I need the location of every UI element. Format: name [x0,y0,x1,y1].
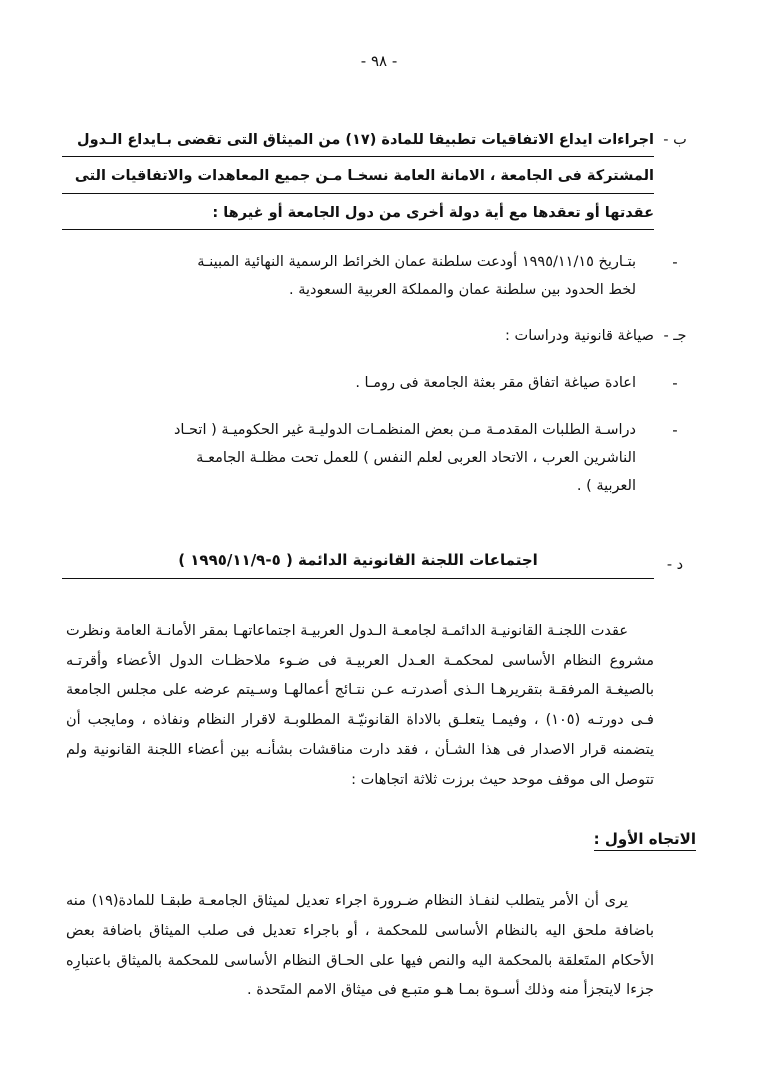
clause-c-marker: جـ - [663,328,687,345]
clause-c-dash-1-marker: - [672,373,678,392]
clause-c-dash-item-2 [62,416,696,501]
clause-c-body [62,322,654,350]
section-first-paragraph-text: يرى أن الأمر يتطلب لنفـاذ النظام ضـرورة اجراء تعديل لميثاق الجامعـة طبقـا للمادة(١٩) منه باضافة ملحق اليه بالنظام الأساسى للمحكمة ، أو باجراء تعديل فى صلب الميثاق باضافة بعض الأحكام المتَعلقة بالمحكمة اليه والنص فيها على الحـاق النظام الأساسى للمحكمة بالميثاق باعتبارِه جزءا لايتجزأ منه وذلك أسـوة بمـا هـو متبـع فى ميثاق الامم المتَحدة . [66,893,654,999]
clause-b-dash-line-1: بتـاريخ ١٩٩٥/١١/١٥ أودعت سلطنة عمان الخرائط الرسمية النهائية المبينـة [197,253,636,270]
section-d-paragraph-text: عقدت اللجنـة القانونيـة الدائمـة لجامعـة الـدول العربيـة اجتماعاتهـا بمقر الأمانـة العامة ونظرت مشروع النظام الأساسى لمحكمـة العـدل العربيـة فى ضـوء ملاحظـات الدول الأعضاء وأقرتـه بالصيغـة المرفقـة بتقريرهـا الـذى أصدرتـه عـن نتـائج أعمالهـا وسـيتم عرضه على مجلس الجامعة فـى دورتـه (١٠٥) ، وفيمـا يتعلـق بالاداة القانونيّـة المطلوبـة لاقرار النظام ونفاذه ، ومايجب أن يتضمنه قرار الاصدار فى هذا الشـأن ، فقد دارت مناقشات بشأنـه بين أعضاء اللجنة القانونية ولم تتوصل الى موقف موحد حيث برزت ثلاثة اتجاهات : [66,622,654,788]
clause-c-dash-2-body [62,416,654,501]
clause-b-dash-line-2: لخط الحدود بين سلطنة عمان والمملكة العربية السعودية . [288,282,636,299]
section-d-heading: اجتماعات اللجنة القانونية الدائمة ( ٥-١٩٩٥/١١/٩ ) [62,551,654,579]
page-number: - ٩٨ - [360,52,398,70]
section-d-paragraph [62,617,696,795]
clause-c-dash-2-line-2: الناشرين العرب ، الاتحاد العربى لعلم النفس ) للعمل تحت مظلـة الجامعـة [196,450,636,467]
clause-c-line-1: صياغة قانونية ودراسات : [505,328,654,345]
clause-c [62,322,696,350]
clause-c-dash-2-line-1: دراسـة الطلبات المقدمـة مـن بعض المنظمـات الدوليـة غير الحكوميـة ( اتحـاد [173,421,636,438]
clause-b-dash-marker: - [672,252,678,271]
clause-c-dash-item-1 [62,369,696,398]
clause-b-dash-item [62,248,696,305]
clause-b-line-1: اجراءات ايداع الاتفاقيات تطبيقا للمادة (١٧) من الميثاق التى تقضى بـايداع الـدول [62,126,654,157]
clause-c-dash-2-line-3: العربية ) . [576,478,636,495]
clause-b [62,126,696,230]
clause-c-dash-1-body [62,369,654,398]
section-d-heading-row [62,551,696,579]
clause-b-line-3: عقدتها أو تعقدها مع أية دولة أخرى من دول الجامعة أو غيرها : [62,199,654,230]
clause-b-dash-body [62,248,654,305]
clause-b-line-2: المشتركة فى الجامعة ، الامانة العامة نسخـا مـن جميع المعاهدات والاتفاقيات التى [62,162,654,193]
clause-b-body [62,126,654,230]
section-d-marker: د - [666,556,684,573]
section-first-paragraph [62,887,696,1006]
clause-c-dash-2-marker: - [672,420,678,439]
section-first-title: الاتجاه الأول : [594,830,696,851]
clause-b-marker: ب - [663,132,687,148]
clause-c-dash-1-line-1: اعادة صياغة اتفاق مقر بعثة الجامعة فى رومـا . [355,374,636,391]
section-first-title-wrap [62,829,696,851]
